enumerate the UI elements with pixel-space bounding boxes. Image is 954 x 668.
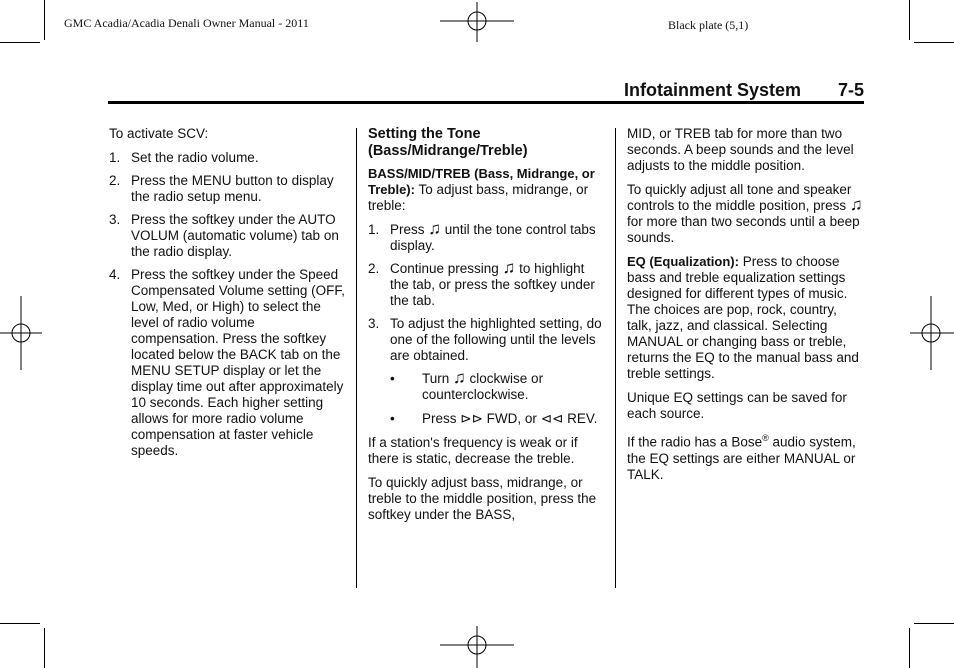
- registration-target-icon: [910, 296, 954, 370]
- step-number: 3.: [368, 316, 380, 331]
- column-3: [627, 126, 865, 491]
- step-number: 2.: [109, 173, 121, 188]
- continued-text: MID, or TREB tab for more than two seconds. A beep sounds and the level adjusts to the middle position.: [627, 126, 854, 173]
- running-header-title: GMC Acadia/Acadia Denali Owner Manual - 2011: [64, 16, 309, 30]
- quick-adjust-text: To quickly adjust bass, midrange, or treble to the middle position, press the softkey under the BASS,: [368, 475, 597, 522]
- step-number: 2.: [368, 261, 380, 276]
- bose-text: If the radio has a Bose® audio system, the EQ settings are either MANUAL or TALK.: [627, 433, 856, 482]
- fast-forward-icon: ⊳⊳: [460, 411, 483, 426]
- step-number: 1.: [368, 222, 380, 237]
- step-text: Press the softkey under the Speed Compensated Volume setting (OFF, Low, Med, or High) to select the level of radio volume compensation. Press the softkey located below the BACK tab on the MENU SETUP display or let the display time out after approximately 10 seconds. Each higher setting allows for more radio volume compensation at faster vehicle speeds.: [131, 267, 345, 458]
- bullet-item: • Press ⊳⊳ FWD, or ⊲⊲ REV.: [390, 411, 598, 426]
- page-number: 7-5: [838, 80, 865, 100]
- column-divider: [615, 128, 616, 588]
- crop-mark: [914, 623, 954, 624]
- crop-mark: [909, 0, 910, 40]
- list-item: [109, 267, 345, 459]
- list-item: [109, 150, 345, 166]
- step-text: Press the softkey under the AUTO VOLUM (automatic volume) tab on the radio display.: [131, 212, 339, 259]
- bmt-text: To adjust bass, midrange, or treble:: [368, 182, 589, 213]
- crop-mark: [909, 628, 910, 668]
- crop-mark: [0, 623, 40, 624]
- reset-all-text: To quickly adjust all tone and speaker controls to the middle position, press ♫ for more than two seconds until a beep sounds.: [627, 182, 863, 245]
- list-item: [368, 316, 606, 364]
- step-number: 3.: [109, 212, 121, 227]
- registered-mark: ®: [762, 433, 769, 443]
- crop-mark: [914, 42, 954, 43]
- step-text: Set the radio volume.: [131, 150, 259, 165]
- registration-target-icon: [0, 296, 42, 370]
- music-note-icon: ♫: [428, 219, 442, 238]
- header-rule: [108, 101, 864, 104]
- music-note-icon: ♫: [849, 195, 863, 214]
- weak-station-text: If a station's frequency is weak or if there is static, decrease the treble.: [368, 435, 578, 466]
- column-divider: [356, 128, 357, 588]
- step-number: 4.: [109, 267, 121, 282]
- music-note-icon: ♫: [502, 258, 516, 277]
- eq-paragraph: [627, 254, 865, 382]
- eq-label: EQ (Equalization):: [627, 254, 739, 269]
- column-1: [109, 126, 345, 466]
- crop-mark: [44, 628, 45, 668]
- registration-target-icon: [440, 626, 514, 668]
- bmt-label: BASS/MID/TREB (Bass, Midrange, or Treble):: [368, 166, 595, 197]
- scv-intro: To activate SCV:: [109, 126, 209, 141]
- tone-heading: Setting the Tone (Bass/Midrange/Treble): [368, 126, 528, 159]
- list-item: 2. Continue pressing ♫ to highlight the tab, or press the softkey under the tab.: [368, 258, 595, 308]
- running-header-plate: Black plate (5,1): [668, 18, 749, 32]
- bmt-paragraph: [368, 166, 606, 214]
- crop-mark: [0, 42, 40, 43]
- step-number: 1.: [109, 150, 121, 165]
- column-2: [368, 126, 606, 531]
- list-item: [109, 212, 345, 260]
- unique-eq-text: Unique EQ settings can be saved for each source.: [627, 390, 847, 421]
- list-item: [109, 173, 345, 205]
- step-text: Press the MENU button to display the radio setup menu.: [131, 173, 334, 204]
- registration-target-icon: [440, 2, 514, 42]
- rewind-icon: ⊲⊲: [540, 411, 564, 426]
- list-item: 1. Press ♫ until the tone control tabs display.: [368, 219, 596, 253]
- section-title: Infotainment System: [624, 80, 802, 100]
- music-note-icon: ♫: [453, 368, 466, 387]
- step-text: To adjust the highlighted setting, do one of the following until the levels are obtained.: [390, 316, 602, 363]
- crop-mark: [44, 0, 45, 40]
- bullet-item: • Turn ♫ clockwise or counterclockwise.: [390, 368, 544, 402]
- eq-text: Press to choose bass and treble equalization settings designed for different types of music. The choices are pop, rock, country, talk, jazz, and classical. Selecting MANUAL or changing bass or treble, returns the EQ to the manual bass and treble settings.: [627, 254, 859, 381]
